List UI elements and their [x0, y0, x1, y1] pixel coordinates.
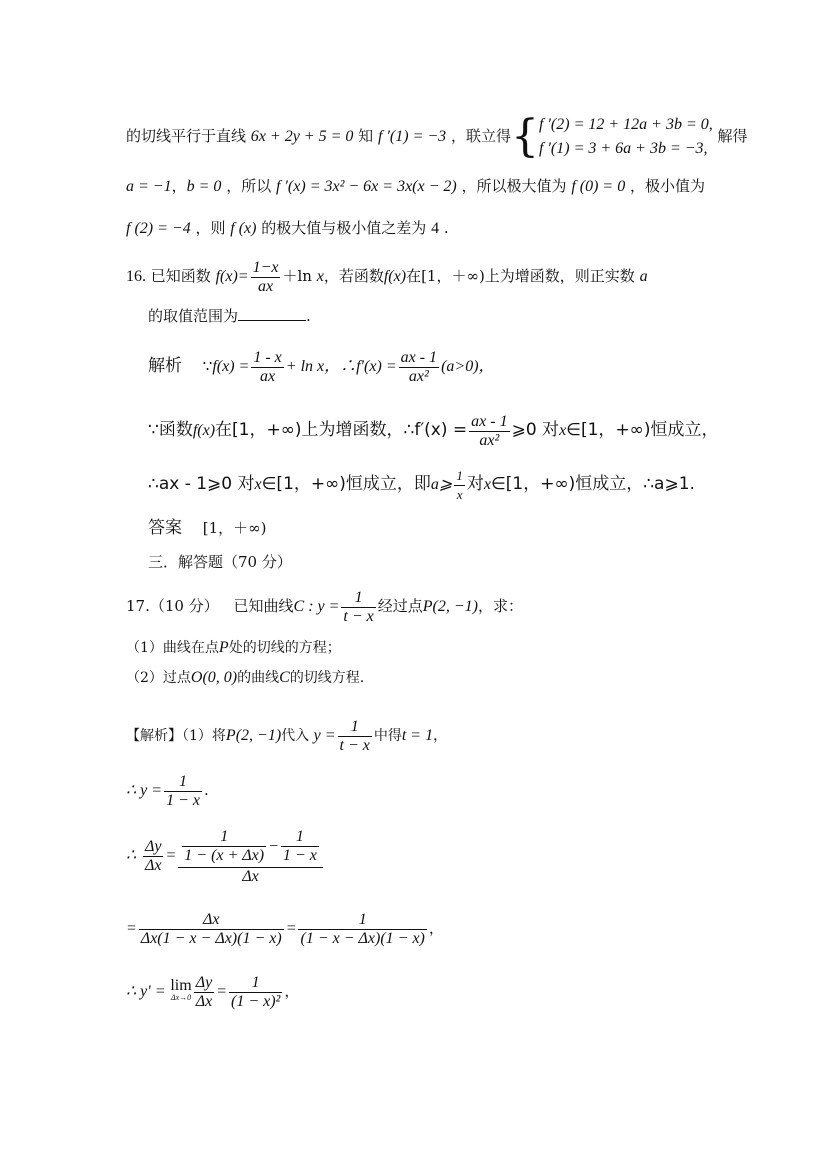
equals: =	[285, 920, 297, 937]
fraction	[399, 349, 439, 386]
numerator: Δy	[195, 973, 213, 991]
variable: x	[316, 268, 324, 285]
max-value: f (0) = 0	[571, 178, 626, 195]
fraction	[469, 413, 509, 450]
expression: a⩾	[430, 476, 453, 493]
solution-16-line-1	[148, 344, 495, 388]
text: ，联立得	[450, 127, 511, 145]
limit-subscript: Δx→0	[170, 993, 192, 1002]
numerator: 1	[281, 828, 319, 847]
denominator: ax²	[479, 431, 500, 449]
denominator: Δx	[195, 992, 213, 1010]
section-title: 三．解答题（70 分）	[148, 553, 292, 571]
fraction	[338, 718, 372, 755]
therefore-symbol: ∴	[126, 847, 137, 864]
equation-2: f ′(1) = 3 + 6a + 3b = −3,	[538, 140, 708, 157]
equation-1: f ′(2) = 12 + 12a + 3b = 0,	[538, 116, 713, 133]
text: ，若函数	[323, 267, 384, 285]
function: f(x) =	[212, 358, 250, 375]
numerator: Δy	[144, 837, 162, 855]
numerator: 1	[341, 589, 375, 608]
text: ，所以	[226, 177, 272, 195]
numerator: ax - 1	[400, 348, 438, 366]
denominator: Δx	[144, 856, 162, 874]
denominator: ax	[257, 277, 274, 295]
answer-value: [1，＋∞)	[202, 519, 267, 537]
text: 对	[466, 474, 484, 494]
text: 在[1，+∞)上为增函数，∴f′(x) =	[215, 420, 468, 440]
question-number: 17.（10 分）	[126, 597, 219, 615]
difference-value: 4	[431, 220, 440, 237]
fraction	[251, 349, 283, 386]
text: ∈[1，+∞)恒成立，即	[261, 474, 431, 494]
variable: x	[483, 476, 491, 493]
solution-17-line-1	[126, 714, 447, 758]
text-line-2	[126, 176, 705, 197]
equals: =	[126, 920, 137, 937]
text: ∴ax - 1⩾0 对	[148, 474, 255, 494]
minus: −	[268, 837, 279, 855]
expression: + ln x，∴f′(x) =	[285, 358, 397, 375]
denominator: ax²	[408, 367, 429, 385]
text: ，所以极大值为	[461, 177, 567, 195]
solution-label: 【解析】	[126, 728, 182, 744]
text: 中得	[373, 728, 402, 744]
denominator: 1 − x	[282, 847, 317, 865]
solution-17-line-5	[126, 968, 299, 1014]
solution-17-line-3	[126, 820, 325, 890]
text: （1）将	[182, 728, 226, 744]
solution-label: 解析	[148, 356, 182, 376]
text: 的取值范围为	[148, 307, 239, 325]
expression: y =	[313, 727, 336, 744]
fraction	[229, 974, 282, 1011]
lim-text: lim	[170, 977, 192, 994]
min-value: f (2) = −4	[126, 220, 191, 237]
equation-system	[539, 113, 713, 161]
question-17-part-2	[126, 668, 364, 688]
expression: ∴ y =	[126, 782, 163, 799]
compound-fraction	[178, 827, 323, 886]
text: 已知曲线	[233, 597, 294, 615]
text: 知	[358, 127, 374, 145]
fraction	[281, 828, 319, 865]
fraction	[182, 828, 266, 865]
equals: =	[216, 983, 227, 1000]
text: 经过点	[377, 597, 423, 615]
compound-numerator	[178, 827, 323, 868]
text: 解得	[717, 127, 748, 145]
function: f(x)	[192, 422, 216, 439]
question-16	[126, 254, 648, 298]
solution-16-line-2	[148, 408, 718, 452]
text-line-3	[126, 218, 449, 239]
question-number: 16.	[126, 268, 146, 285]
denominator: 1 − x	[166, 791, 200, 809]
text-line-1	[126, 110, 748, 162]
point: P(2, −1)	[422, 598, 479, 615]
question-16-line-2	[148, 306, 311, 326]
question-17-part-1	[126, 638, 341, 658]
variable: x	[254, 476, 262, 493]
text: 代入	[281, 728, 310, 744]
fraction	[454, 467, 465, 504]
numerator: Δx	[139, 911, 284, 930]
answer-label: 答案	[148, 518, 182, 538]
limit	[170, 977, 192, 1004]
text: ∈[1，+∞)恒成立，	[566, 420, 719, 440]
text: ，则	[195, 219, 226, 237]
derivative-value: f ′(1) = −3	[377, 128, 447, 145]
denominator: x	[456, 486, 463, 502]
text: （2）过点	[126, 670, 191, 686]
text: ∵函数	[148, 420, 193, 440]
text: .	[306, 307, 311, 325]
numerator: 1	[338, 718, 372, 737]
denominator: 1 − (x + Δx)	[184, 847, 265, 865]
numerator: 1	[164, 773, 202, 792]
compound-denominator: Δx	[242, 867, 259, 885]
numerator: 1	[298, 911, 426, 930]
numerator: 1	[454, 467, 465, 486]
function: f (x)	[230, 220, 257, 237]
text: ⩾0 对	[511, 420, 560, 440]
denominator: (1 − x)²	[231, 992, 281, 1010]
text: ∈[1，+∞)恒成立，∴a⩾1.	[490, 474, 695, 494]
text: ＋ln	[282, 267, 312, 285]
fraction	[139, 911, 284, 948]
line-equation: 6x + 2y + 5 = 0	[250, 128, 354, 145]
numerator: ax - 1	[471, 412, 508, 430]
value-a: a = −1	[126, 178, 172, 195]
variable: a	[639, 268, 648, 285]
brace: {	[510, 111, 539, 162]
point: P(2, −1)	[225, 727, 282, 744]
expression: ∴ y′ =	[126, 983, 166, 1000]
text: 处的切线的方程；	[228, 640, 341, 656]
text: 的切线平行于直线	[126, 127, 247, 145]
denominator: Δx(1 − x − Δx)(1 − x)	[140, 929, 282, 947]
text: ，	[284, 982, 300, 1000]
derivative-expression: f ′(x) = 3x² − 6x = 3x(x − 2)	[275, 178, 457, 195]
denominator: t − x	[343, 607, 374, 625]
text: 已知函数	[150, 267, 211, 285]
denominator: (1 − x − Δx)(1 − x)	[300, 929, 425, 947]
difference-quotient	[194, 974, 215, 1011]
text: 在[1，＋∞)上为增函数，则正实数	[406, 267, 635, 285]
point: P	[218, 639, 229, 656]
solution-17-line-4	[126, 906, 444, 950]
solution-16-line-3	[148, 462, 695, 506]
text: .	[443, 219, 449, 237]
question-17	[126, 584, 523, 628]
curve-equation: C : y =	[293, 598, 340, 615]
fraction	[341, 589, 375, 626]
text: 的切线方程.	[289, 670, 365, 686]
numerator: 1	[182, 828, 266, 847]
function: f(x)	[383, 268, 407, 285]
text: .	[203, 781, 209, 799]
because-symbol: ∵	[202, 357, 213, 375]
solution-17-line-2	[126, 768, 209, 812]
text: 的极大值与极小值之差为	[261, 219, 427, 237]
text: ，	[433, 728, 448, 744]
text: （1）曲线在点	[126, 640, 219, 656]
equals: =	[165, 847, 177, 864]
difference-quotient	[143, 838, 164, 875]
section-heading	[148, 552, 292, 572]
text: ，	[428, 919, 444, 937]
condition: (a>0)，	[441, 358, 495, 375]
text: ，极小值为	[630, 177, 706, 195]
denominator: t − x	[339, 736, 370, 754]
numerator: 1 - x	[253, 348, 282, 366]
text: ，	[171, 177, 187, 195]
point: O(0, 0)	[190, 669, 238, 686]
fraction	[251, 259, 281, 296]
function: f(x)=	[215, 268, 249, 285]
value-b: b = 0	[186, 178, 222, 195]
answer-blank	[238, 306, 306, 321]
curve: C	[279, 669, 290, 686]
text: 的曲线	[237, 670, 280, 686]
answer-16	[148, 518, 267, 538]
numerator: 1−x	[252, 258, 279, 276]
numerator: 1	[229, 974, 282, 993]
variable: x	[559, 422, 567, 439]
t-value: t = 1	[401, 727, 434, 744]
text: ，求：	[478, 597, 524, 615]
denominator: ax	[259, 367, 276, 385]
fraction	[298, 911, 426, 948]
fraction	[164, 773, 202, 810]
